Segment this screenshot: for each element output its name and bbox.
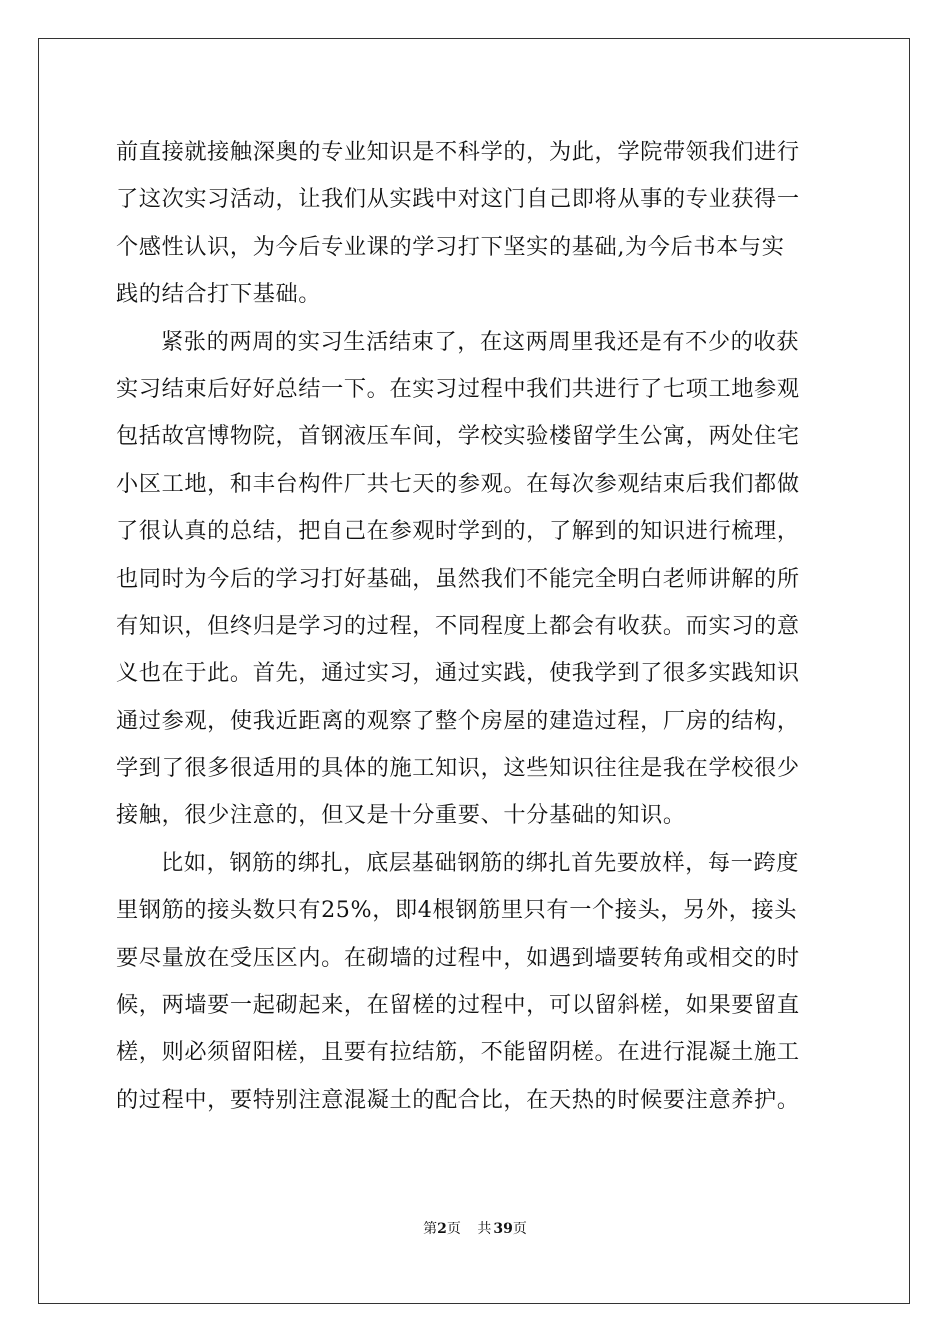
total-pages: 39 <box>493 1221 513 1237</box>
text-line: 紧张的两周的实习生活结束了，在这两周里我还是有不少的收获 <box>161 328 800 355</box>
page-suffix: 页 <box>446 1221 461 1237</box>
text-line: 接触，很少注意的，但又是十分重要、十分基础的知识。 <box>116 802 686 829</box>
text-line: 的过程中，要特别注意混凝土的配合比，在天热的时候要注意养护。 <box>116 1086 800 1113</box>
text-line: 践的结合打下基础。 <box>116 281 322 308</box>
text-line: 学到了很多很适用的具体的施工知识，这些知识往往是我在学校很少 <box>116 755 800 782</box>
total-indicator <box>477 1221 526 1237</box>
text-line: 槎，则必须留阳槎，且要有拉结筋，不能留阴槎。在进行混凝土施工 <box>116 1039 800 1066</box>
page-indicator <box>423 1221 461 1237</box>
text-line: 了很认真的总结，把自己在参观时学到的，了解到的知识进行梳理， <box>116 518 800 545</box>
text-line: 也同时为今后的学习打好基础，虽然我们不能完全明白老师讲解的所 <box>116 565 800 592</box>
text-line: 里钢筋的接头数只有25%，即4根钢筋里只有一个接头，另外，接头 <box>116 897 798 924</box>
text-line: 候，两墙要一起砌起来，在留槎的过程中，可以留斜槎，如果要留直 <box>116 992 800 1019</box>
total-prefix: 共 <box>477 1221 492 1237</box>
text-line: 要尽量放在受压区内。在砌墙的过程中，如遇到墙要转角或相交的时 <box>116 944 800 971</box>
text-line: 包括故宫博物院，首钢液压车间，学校实验楼留学生公寓，两处住宅 <box>116 423 800 450</box>
page-number: 2 <box>437 1221 447 1237</box>
text-line: 有知识，但终归是学习的过程，不同程度上都会有收获。而实习的意 <box>116 612 800 639</box>
text-line: 前直接就接触深奥的专业知识是不科学的，为此，学院带领我们进行 <box>116 139 800 165</box>
text-line: 比如，钢筋的绑扎，底层基础钢筋的绑扎首先要放样，每一跨度 <box>161 849 800 876</box>
text-line: 实习结束后好好总结一下。在实习过程中我们共进行了七项工地参观 <box>116 375 800 402</box>
document-body <box>116 129 834 1124</box>
text-line: 小区工地，和丰台构件厂共七天的参观。在每次参观结束后我们都做 <box>116 470 800 497</box>
text-line: 义也在于此。首先，通过实习，通过实践，使我学到了很多实践知识 <box>116 660 800 687</box>
page-prefix: 第 <box>423 1221 438 1237</box>
total-suffix: 页 <box>512 1221 527 1237</box>
text-line: 了这次实习活动，让我们从实践中对这门自己即将从事的专业获得一 <box>116 186 800 213</box>
text-line: 个感性认识，为今后专业课的学习打下坚实的基础,为今后书本与实 <box>116 233 785 260</box>
text-line: 通过参观，使我近距离的观察了整个房屋的建造过程，厂房的结构， <box>116 707 800 734</box>
page-footer <box>0 1218 950 1238</box>
